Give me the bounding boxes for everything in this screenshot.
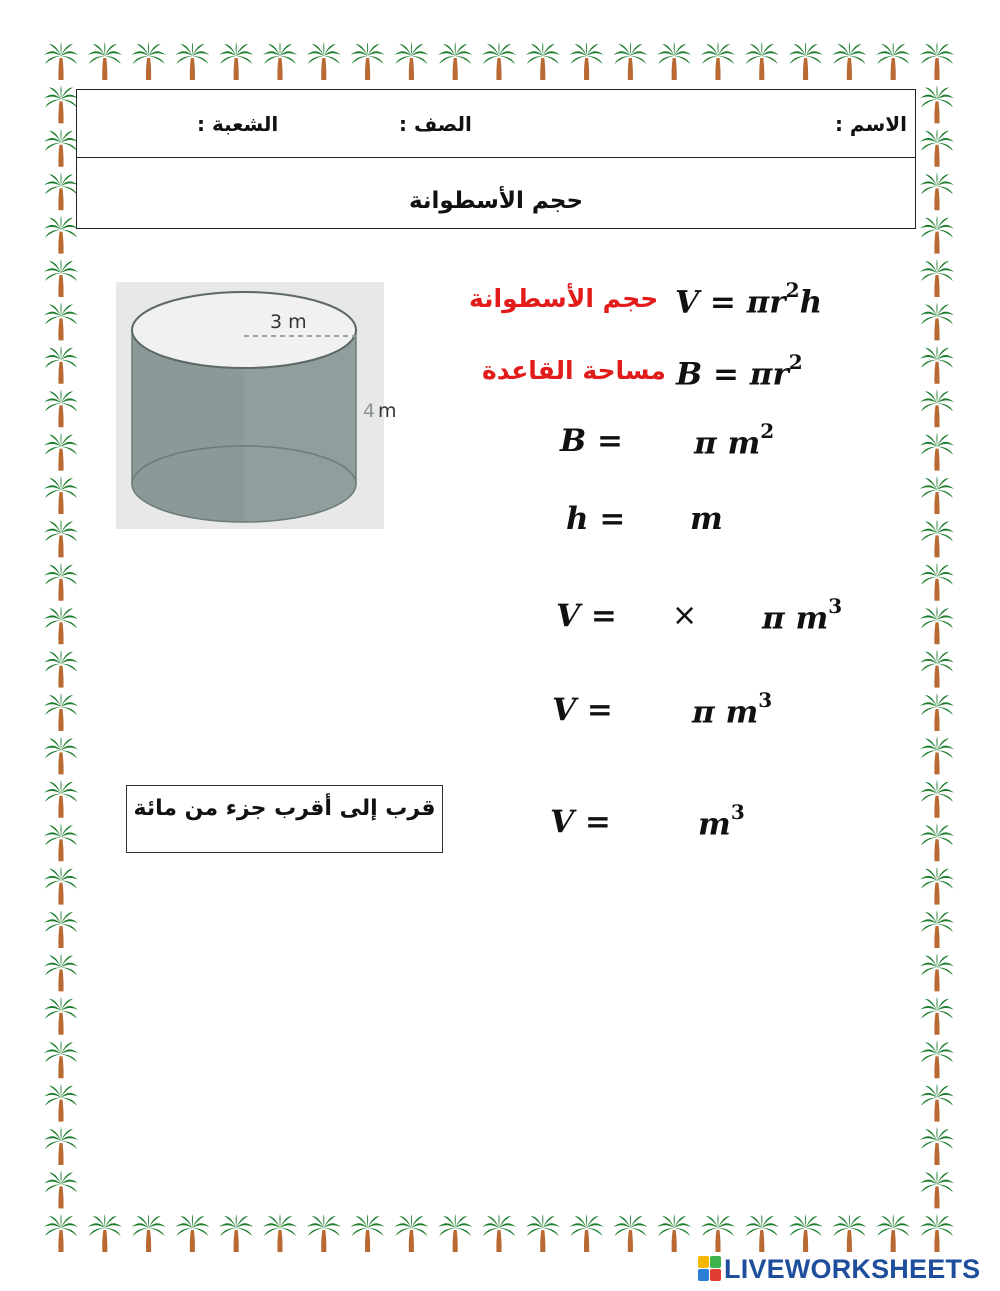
palm-tree-icon — [482, 1214, 516, 1252]
palm-tree-icon — [613, 42, 647, 80]
palm-tree-icon — [175, 42, 209, 80]
palm-tree-icon — [920, 302, 954, 340]
palm-tree-icon — [920, 563, 954, 601]
palm-tree-icon — [920, 693, 954, 731]
palm-tree-icon — [920, 1040, 954, 1078]
palm-tree-icon — [307, 42, 341, 80]
volume-formula: $V = \pi r^2h$ — [675, 278, 823, 321]
palm-tree-icon — [701, 1214, 735, 1252]
palm-tree-icon — [44, 910, 78, 948]
palm-tree-icon — [263, 42, 297, 80]
palm-tree-icon — [920, 129, 954, 167]
brand-name: LIVEWORKSHEETS — [724, 1253, 981, 1284]
palm-tree-icon — [876, 42, 910, 80]
palm-tree-icon — [307, 1214, 341, 1252]
palm-tree-icon — [920, 1214, 954, 1252]
palm-tree-icon — [44, 563, 78, 601]
palm-tree-icon — [701, 42, 735, 80]
b-line-lhs: B = — [560, 423, 623, 459]
palm-tree-icon — [920, 997, 954, 1035]
palm-tree-icon — [263, 1214, 297, 1252]
volume-label: حجم الأسطوانة — [469, 284, 659, 313]
palm-tree-icon — [526, 42, 560, 80]
palm-tree-icon — [44, 606, 78, 644]
palm-tree-icon — [175, 1214, 209, 1252]
palm-tree-icon — [44, 519, 78, 557]
page-title: حجم الأسطوانة — [408, 188, 584, 214]
palm-tree-icon — [876, 1214, 910, 1252]
palm-tree-icon — [88, 42, 122, 80]
palm-tree-icon — [219, 42, 253, 80]
palm-tree-icon — [482, 42, 516, 80]
palm-tree-icon — [920, 259, 954, 297]
v-line1-lhs: V = — [556, 598, 617, 634]
palm-tree-icon — [44, 85, 78, 123]
palm-tree-icon — [920, 172, 954, 210]
section-label: الشعبة : — [197, 112, 279, 136]
height-label-unit: m — [378, 400, 397, 422]
v-line3-rhs: $m^3$ — [698, 800, 745, 843]
palm-tree-icon — [44, 346, 78, 384]
palm-tree-icon — [920, 650, 954, 688]
palm-tree-icon — [526, 1214, 560, 1252]
palm-tree-icon — [920, 953, 954, 991]
palm-tree-icon — [920, 606, 954, 644]
palm-tree-icon — [920, 85, 954, 123]
palm-tree-icon — [44, 476, 78, 514]
brand-logo-icon — [698, 1256, 722, 1282]
palm-tree-icon — [394, 42, 428, 80]
palm-tree-icon — [44, 1040, 78, 1078]
height-label-number: 4 — [363, 400, 376, 422]
v-line3-lhs: V = — [550, 804, 611, 840]
palm-tree-icon — [657, 42, 691, 80]
palm-tree-icon — [920, 519, 954, 557]
base-area-formula: $B = \pi r^2$ — [676, 350, 803, 393]
rounding-note-box — [126, 785, 443, 853]
palm-tree-icon — [44, 129, 78, 167]
palm-tree-icon — [920, 433, 954, 471]
palm-tree-icon — [570, 42, 604, 80]
palm-tree-icon — [88, 1214, 122, 1252]
palm-tree-icon — [44, 216, 78, 254]
palm-tree-icon — [920, 780, 954, 818]
palm-tree-icon — [832, 1214, 866, 1252]
class-label: الصف : — [399, 112, 472, 136]
rounding-note: قرب إلى أقرب جزء من مائة — [133, 796, 436, 821]
palm-tree-icon — [745, 1214, 779, 1252]
palm-tree-icon — [44, 736, 78, 774]
v-line1-rhs: π $m^3$ — [762, 594, 843, 637]
palm-tree-icon — [44, 389, 78, 427]
palm-tree-icon — [832, 42, 866, 80]
h-line-rhs: m — [690, 501, 723, 537]
palm-tree-icon — [789, 42, 823, 80]
palm-tree-icon — [438, 1214, 472, 1252]
palm-tree-icon — [132, 42, 166, 80]
brand-logo — [698, 1253, 980, 1285]
palm-tree-icon — [920, 389, 954, 427]
palm-tree-icon — [920, 1127, 954, 1165]
base-area-label: مساحة القاعدة — [482, 356, 666, 385]
palm-tree-icon — [44, 650, 78, 688]
palm-tree-icon — [789, 1214, 823, 1252]
cylinder-drawing — [116, 282, 384, 529]
palm-tree-icon — [44, 42, 78, 80]
palm-tree-icon — [44, 1214, 78, 1252]
palm-tree-icon — [920, 823, 954, 861]
palm-tree-icon — [44, 172, 78, 210]
palm-tree-icon — [44, 867, 78, 905]
palm-tree-icon — [44, 1170, 78, 1208]
palm-tree-icon — [44, 997, 78, 1035]
palm-tree-icon — [920, 42, 954, 80]
palm-tree-icon — [920, 1170, 954, 1208]
radius-label: 3 m — [270, 311, 307, 333]
palm-tree-icon — [920, 910, 954, 948]
v-line2-rhs: π $m^3$ — [692, 688, 773, 731]
palm-tree-icon — [920, 867, 954, 905]
palm-tree-icon — [44, 1127, 78, 1165]
palm-tree-icon — [44, 1084, 78, 1122]
palm-tree-icon — [44, 953, 78, 991]
palm-tree-icon — [44, 823, 78, 861]
b-line-rhs: π $m^2$ — [694, 419, 775, 462]
multiply-sign: × — [672, 598, 698, 633]
palm-tree-icon — [920, 1084, 954, 1122]
h-line-lhs: h = — [566, 501, 626, 537]
name-label: الاسم : — [834, 112, 907, 136]
palm-tree-icon — [920, 476, 954, 514]
palm-tree-icon — [44, 780, 78, 818]
palm-tree-icon — [745, 42, 779, 80]
palm-tree-icon — [570, 1214, 604, 1252]
palm-tree-icon — [920, 216, 954, 254]
palm-tree-icon — [44, 433, 78, 471]
palm-tree-icon — [438, 42, 472, 80]
header-divider — [77, 157, 915, 158]
palm-tree-icon — [394, 1214, 428, 1252]
palm-tree-icon — [351, 42, 385, 80]
palm-tree-icon — [920, 736, 954, 774]
palm-tree-icon — [44, 302, 78, 340]
palm-tree-icon — [44, 693, 78, 731]
palm-tree-icon — [657, 1214, 691, 1252]
palm-tree-icon — [351, 1214, 385, 1252]
palm-tree-icon — [44, 259, 78, 297]
v-line2-lhs: V = — [552, 692, 613, 728]
palm-tree-icon — [613, 1214, 647, 1252]
palm-tree-icon — [920, 346, 954, 384]
palm-tree-icon — [219, 1214, 253, 1252]
header-box — [76, 89, 916, 229]
cylinder-figure — [116, 282, 397, 529]
palm-tree-icon — [132, 1214, 166, 1252]
